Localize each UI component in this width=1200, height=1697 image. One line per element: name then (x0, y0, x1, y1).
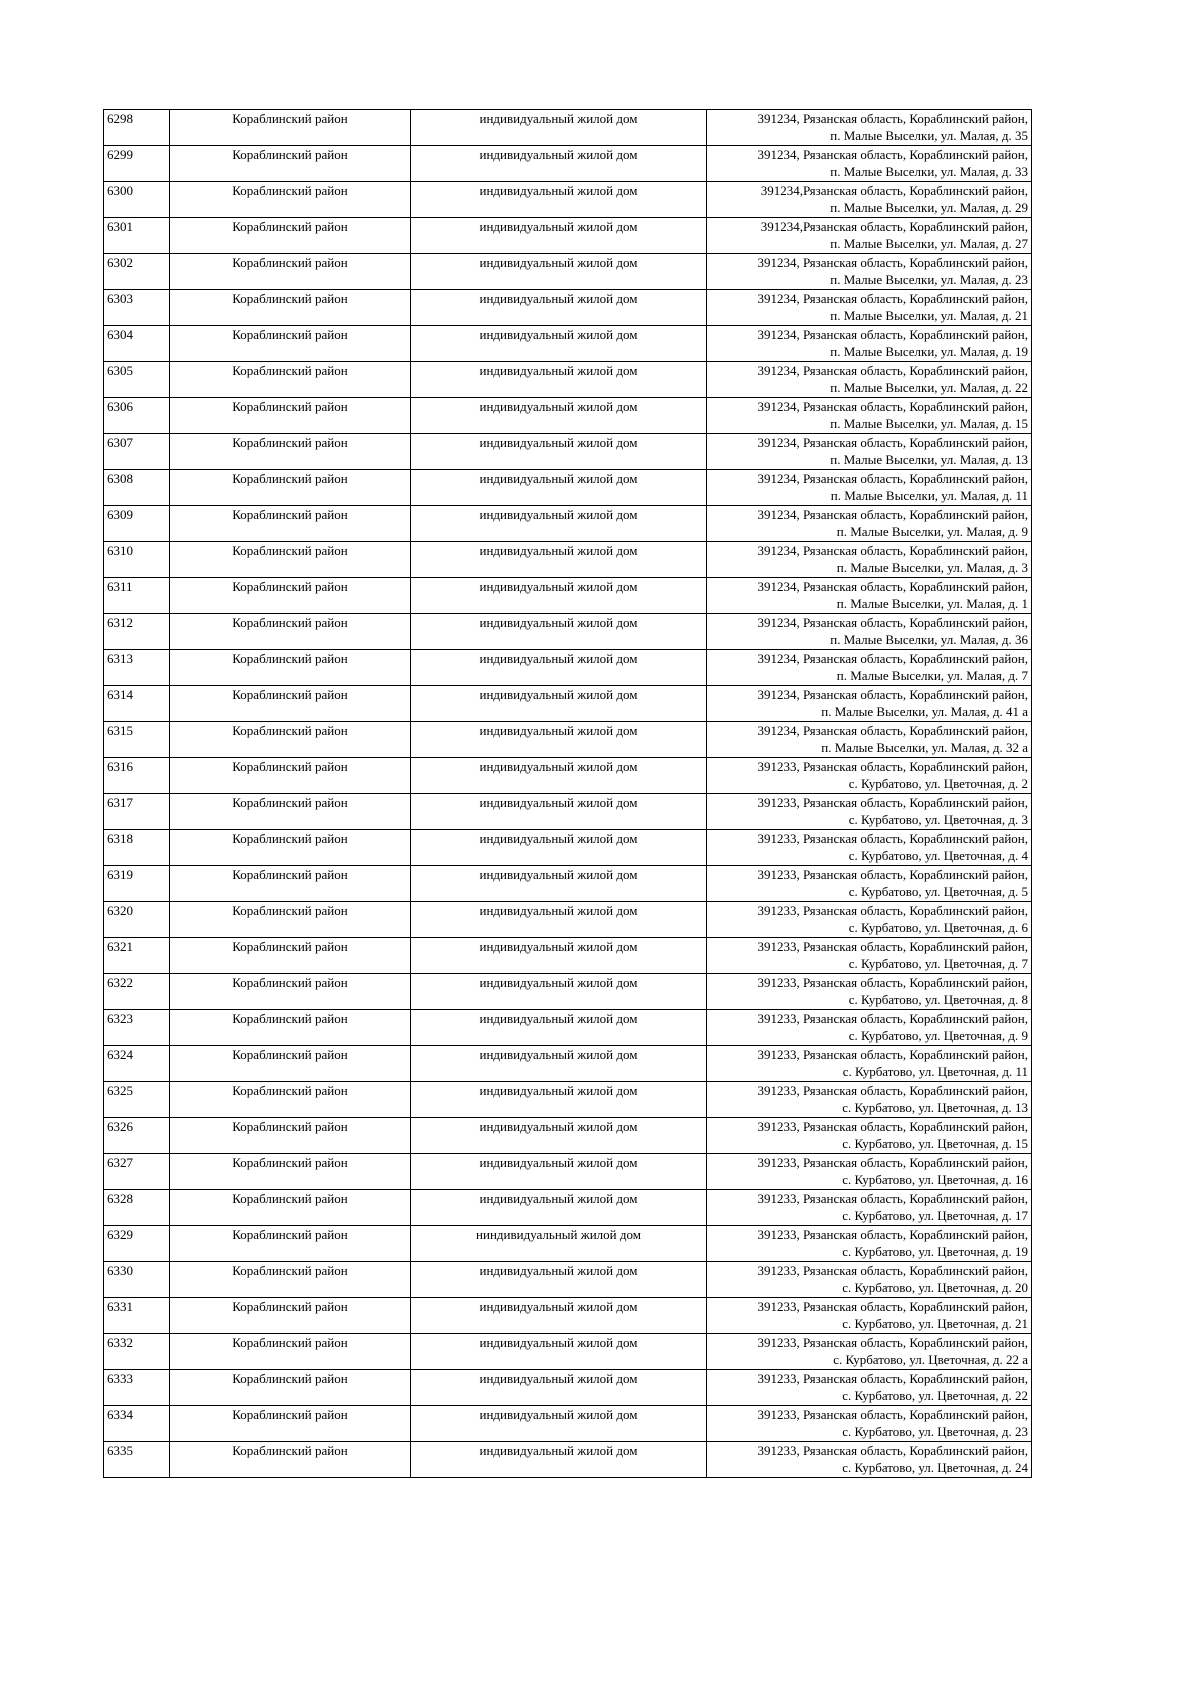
object-type-cell: индивидуальный жилой дом (411, 1442, 707, 1478)
address-line-1: 391234, Рязанская область, Кораблинский район, (757, 471, 1028, 486)
address-line-1: 391234, Рязанская область, Кораблинский район, (757, 543, 1028, 558)
row-number: 6308 (104, 470, 170, 506)
table-row (104, 1082, 1032, 1118)
row-number: 6322 (104, 974, 170, 1010)
district-cell: Кораблинский район (170, 1298, 411, 1334)
address-cell (707, 290, 1032, 326)
district-cell: Кораблинский район (170, 1046, 411, 1082)
district-cell: Кораблинский район (170, 1082, 411, 1118)
table-row (104, 830, 1032, 866)
table-row (104, 1190, 1032, 1226)
address-line-2: п. Малые Выселки, ул. Малая, д. 27 (830, 236, 1028, 251)
address-line-1: 391233, Рязанская область, Кораблинский район, (757, 867, 1028, 882)
district-cell: Кораблинский район (170, 1010, 411, 1046)
address-line-2: с. Курбатово, ул. Цветочная, д. 19 (842, 1244, 1028, 1259)
address-line-1: 391234,Рязанская область, Кораблинский район, (760, 219, 1028, 234)
district-cell: Кораблинский район (170, 722, 411, 758)
address-line-2: п. Малые Выселки, ул. Малая, д. 7 (836, 668, 1028, 683)
address-line-1: 391233, Рязанская область, Кораблинский район, (757, 1335, 1028, 1350)
address-line-1: 391233, Рязанская область, Кораблинский район, (757, 975, 1028, 990)
address-line-1: 391233, Рязанская область, Кораблинский район, (757, 1443, 1028, 1458)
address-line-1: 391233, Рязанская область, Кораблинский район, (757, 1155, 1028, 1170)
address-line-2: п. Малые Выселки, ул. Малая, д. 21 (830, 308, 1028, 323)
address-cell (707, 650, 1032, 686)
district-cell: Кораблинский район (170, 1370, 411, 1406)
address-line-2: п. Малые Выселки, ул. Малая, д. 13 (830, 452, 1028, 467)
table-row (104, 686, 1032, 722)
district-cell: Кораблинский район (170, 686, 411, 722)
address-cell (707, 902, 1032, 938)
address-cell (707, 398, 1032, 434)
district-cell: Кораблинский район (170, 1334, 411, 1370)
table-row (104, 722, 1032, 758)
district-cell: Кораблинский район (170, 182, 411, 218)
address-line-2: п. Малые Выселки, ул. Малая, д. 15 (830, 416, 1028, 431)
address-line-2: с. Курбатово, ул. Цветочная, д. 7 (848, 956, 1028, 971)
address-line-2: с. Курбатово, ул. Цветочная, д. 4 (848, 848, 1028, 863)
address-line-2: п. Малые Выселки, ул. Малая, д. 19 (830, 344, 1028, 359)
district-cell: Кораблинский район (170, 1406, 411, 1442)
table-row (104, 1370, 1032, 1406)
row-number: 6324 (104, 1046, 170, 1082)
address-cell (707, 506, 1032, 542)
address-cell (707, 758, 1032, 794)
address-cell (707, 182, 1032, 218)
table-row (104, 1298, 1032, 1334)
address-line-2: с. Курбатово, ул. Цветочная, д. 22 (842, 1388, 1028, 1403)
table-row (104, 866, 1032, 902)
district-cell: Кораблинский район (170, 1154, 411, 1190)
row-number: 6317 (104, 794, 170, 830)
address-line-2: с. Курбатово, ул. Цветочная, д. 16 (842, 1172, 1028, 1187)
object-type-cell: индивидуальный жилой дом (411, 290, 707, 326)
row-number: 6313 (104, 650, 170, 686)
object-type-cell: индивидуальный жилой дом (411, 1190, 707, 1226)
address-line-1: 391234, Рязанская область, Кораблинский район, (757, 579, 1028, 594)
object-type-cell: индивидуальный жилой дом (411, 1262, 707, 1298)
table-row (104, 614, 1032, 650)
object-type-cell: индивидуальный жилой дом (411, 542, 707, 578)
district-cell: Кораблинский район (170, 830, 411, 866)
table-row (104, 326, 1032, 362)
address-cell (707, 1082, 1032, 1118)
table-row (104, 938, 1032, 974)
address-cell (707, 1010, 1032, 1046)
address-line-1: 391234, Рязанская область, Кораблинский район, (757, 507, 1028, 522)
table-row (104, 254, 1032, 290)
district-cell: Кораблинский район (170, 866, 411, 902)
object-type-cell: индивидуальный жилой дом (411, 1010, 707, 1046)
object-type-cell: индивидуальный жилой дом (411, 758, 707, 794)
address-line-1: 391233, Рязанская область, Кораблинский район, (757, 939, 1028, 954)
object-type-cell: индивидуальный жилой дом (411, 362, 707, 398)
address-cell (707, 578, 1032, 614)
address-cell (707, 110, 1032, 146)
object-type-cell: индивидуальный жилой дом (411, 1334, 707, 1370)
object-type-cell: индивидуальный жилой дом (411, 794, 707, 830)
table-row (104, 1046, 1032, 1082)
row-number: 6328 (104, 1190, 170, 1226)
address-line-2: с. Курбатово, ул. Цветочная, д. 8 (848, 992, 1028, 1007)
address-line-2: с. Курбатово, ул. Цветочная, д. 11 (842, 1064, 1028, 1079)
district-cell: Кораблинский район (170, 110, 411, 146)
district-cell: Кораблинский район (170, 470, 411, 506)
address-line-1: 391233, Рязанская область, Кораблинский район, (757, 1263, 1028, 1278)
table-row (104, 218, 1032, 254)
address-cell (707, 1154, 1032, 1190)
address-line-2: с. Курбатово, ул. Цветочная, д. 13 (842, 1100, 1028, 1115)
row-number: 6314 (104, 686, 170, 722)
table-row (104, 650, 1032, 686)
row-number: 6300 (104, 182, 170, 218)
address-line-2: п. Малые Выселки, ул. Малая, д. 29 (830, 200, 1028, 215)
address-line-2: п. Малые Выселки, ул. Малая, д. 32 а (821, 740, 1028, 755)
table-row (104, 1334, 1032, 1370)
address-line-1: 391234, Рязанская область, Кораблинский район, (757, 399, 1028, 414)
address-line-2: п. Малые Выселки, ул. Малая, д. 41 а (821, 704, 1028, 719)
table-row (104, 110, 1032, 146)
row-number: 6327 (104, 1154, 170, 1190)
address-line-1: 391234, Рязанская область, Кораблинский район, (757, 147, 1028, 162)
row-number: 6316 (104, 758, 170, 794)
row-number: 6321 (104, 938, 170, 974)
address-line-1: 391233, Рязанская область, Кораблинский район, (757, 903, 1028, 918)
object-type-cell: индивидуальный жилой дом (411, 506, 707, 542)
district-cell: Кораблинский район (170, 362, 411, 398)
address-cell (707, 1190, 1032, 1226)
address-line-1: 391233, Рязанская область, Кораблинский район, (757, 1083, 1028, 1098)
object-type-cell: индивидуальный жилой дом (411, 1298, 707, 1334)
object-type-cell: индивидуальный жилой дом (411, 254, 707, 290)
address-line-1: 391233, Рязанская область, Кораблинский район, (757, 1227, 1028, 1242)
district-cell: Кораблинский район (170, 506, 411, 542)
housing-registry-table (103, 109, 1032, 1478)
row-number: 6304 (104, 326, 170, 362)
table-row (104, 578, 1032, 614)
row-number: 6333 (104, 1370, 170, 1406)
address-line-1: 391233, Рязанская область, Кораблинский район, (757, 831, 1028, 846)
row-number: 6335 (104, 1442, 170, 1478)
address-cell (707, 1046, 1032, 1082)
table-row (104, 398, 1032, 434)
address-cell (707, 686, 1032, 722)
address-line-1: 391234, Рязанская область, Кораблинский район, (757, 615, 1028, 630)
address-line-2: с. Курбатово, ул. Цветочная, д. 9 (848, 1028, 1028, 1043)
object-type-cell: индивидуальный жилой дом (411, 938, 707, 974)
district-cell: Кораблинский район (170, 542, 411, 578)
row-number: 6318 (104, 830, 170, 866)
row-number: 6334 (104, 1406, 170, 1442)
row-number: 6331 (104, 1298, 170, 1334)
address-line-1: 391233, Рязанская область, Кораблинский район, (757, 1011, 1028, 1026)
address-cell (707, 938, 1032, 974)
row-number: 6330 (104, 1262, 170, 1298)
address-line-1: 391234, Рязанская область, Кораблинский район, (757, 111, 1028, 126)
address-cell (707, 722, 1032, 758)
district-cell: Кораблинский район (170, 254, 411, 290)
address-line-2: п. Малые Выселки, ул. Малая, д. 1 (836, 596, 1028, 611)
address-line-2: с. Курбатово, ул. Цветочная, д. 15 (842, 1136, 1028, 1151)
object-type-cell: индивидуальный жилой дом (411, 1406, 707, 1442)
table-body (104, 110, 1032, 1478)
object-type-cell: индивидуальный жилой дом (411, 110, 707, 146)
district-cell: Кораблинский район (170, 1442, 411, 1478)
row-number: 6323 (104, 1010, 170, 1046)
address-line-1: 391234, Рязанская область, Кораблинский район, (757, 723, 1028, 738)
address-line-2: п. Малые Выселки, ул. Малая, д. 3 (836, 560, 1028, 575)
object-type-cell: индивидуальный жилой дом (411, 398, 707, 434)
district-cell: Кораблинский район (170, 650, 411, 686)
table-row (104, 362, 1032, 398)
object-type-cell: индивидуальный жилой дом (411, 650, 707, 686)
address-line-1: 391234, Рязанская область, Кораблинский район, (757, 687, 1028, 702)
district-cell: Кораблинский район (170, 326, 411, 362)
address-line-2: с. Курбатово, ул. Цветочная, д. 24 (842, 1460, 1028, 1475)
district-cell: Кораблинский район (170, 290, 411, 326)
object-type-cell: ниндивидуальный жилой дом (411, 1226, 707, 1262)
address-line-2: п. Малые Выселки, ул. Малая, д. 23 (830, 272, 1028, 287)
address-cell (707, 1442, 1032, 1478)
row-number: 6298 (104, 110, 170, 146)
district-cell: Кораблинский район (170, 578, 411, 614)
object-type-cell: индивидуальный жилой дом (411, 974, 707, 1010)
row-number: 6310 (104, 542, 170, 578)
address-line-2: п. Малые Выселки, ул. Малая, д. 9 (836, 524, 1028, 539)
row-number: 6329 (104, 1226, 170, 1262)
object-type-cell: индивидуальный жилой дом (411, 1154, 707, 1190)
object-type-cell: индивидуальный жилой дом (411, 722, 707, 758)
address-cell (707, 470, 1032, 506)
object-type-cell: индивидуальный жилой дом (411, 182, 707, 218)
district-cell: Кораблинский район (170, 1190, 411, 1226)
address-line-1: 391234,Рязанская область, Кораблинский район, (760, 183, 1028, 198)
address-line-1: 391234, Рязанская область, Кораблинский район, (757, 327, 1028, 342)
address-cell (707, 146, 1032, 182)
table-row (104, 470, 1032, 506)
address-cell (707, 1262, 1032, 1298)
address-line-1: 391233, Рязанская область, Кораблинский район, (757, 1299, 1028, 1314)
address-line-2: п. Малые Выселки, ул. Малая, д. 11 (830, 488, 1028, 503)
district-cell: Кораблинский район (170, 938, 411, 974)
row-number: 6302 (104, 254, 170, 290)
address-line-2: с. Курбатово, ул. Цветочная, д. 17 (842, 1208, 1028, 1223)
table-row (104, 290, 1032, 326)
address-cell (707, 1370, 1032, 1406)
address-line-1: 391234, Рязанская область, Кораблинский район, (757, 651, 1028, 666)
address-line-2: п. Малые Выселки, ул. Малая, д. 22 (830, 380, 1028, 395)
address-line-2: с. Курбатово, ул. Цветочная, д. 5 (848, 884, 1028, 899)
row-number: 6325 (104, 1082, 170, 1118)
table-row (104, 974, 1032, 1010)
address-cell (707, 434, 1032, 470)
object-type-cell: индивидуальный жилой дом (411, 434, 707, 470)
address-line-2: с. Курбатово, ул. Цветочная, д. 23 (842, 1424, 1028, 1439)
address-line-2: п. Малые Выселки, ул. Малая, д. 36 (830, 632, 1028, 647)
address-cell (707, 362, 1032, 398)
address-line-1: 391233, Рязанская область, Кораблинский район, (757, 1407, 1028, 1422)
address-line-2: с. Курбатово, ул. Цветочная, д. 3 (848, 812, 1028, 827)
address-cell (707, 794, 1032, 830)
row-number: 6307 (104, 434, 170, 470)
address-line-1: 391234, Рязанская область, Кораблинский район, (757, 255, 1028, 270)
district-cell: Кораблинский район (170, 1262, 411, 1298)
table-row (104, 1262, 1032, 1298)
district-cell: Кораблинский район (170, 758, 411, 794)
district-cell: Кораблинский район (170, 614, 411, 650)
object-type-cell: индивидуальный жилой дом (411, 1118, 707, 1154)
address-cell (707, 1334, 1032, 1370)
district-cell: Кораблинский район (170, 218, 411, 254)
object-type-cell: индивидуальный жилой дом (411, 614, 707, 650)
district-cell: Кораблинский район (170, 434, 411, 470)
object-type-cell: индивидуальный жилой дом (411, 146, 707, 182)
address-line-1: 391233, Рязанская область, Кораблинский район, (757, 759, 1028, 774)
address-line-2: с. Курбатово, ул. Цветочная, д. 22 а (833, 1352, 1028, 1367)
table-row (104, 1154, 1032, 1190)
object-type-cell: индивидуальный жилой дом (411, 1046, 707, 1082)
object-type-cell: индивидуальный жилой дом (411, 1370, 707, 1406)
address-cell (707, 218, 1032, 254)
row-number: 6320 (104, 902, 170, 938)
row-number: 6303 (104, 290, 170, 326)
row-number: 6319 (104, 866, 170, 902)
row-number: 6309 (104, 506, 170, 542)
address-cell (707, 1118, 1032, 1154)
address-cell (707, 866, 1032, 902)
address-cell (707, 614, 1032, 650)
table-row (104, 506, 1032, 542)
address-line-2: п. Малые Выселки, ул. Малая, д. 35 (830, 128, 1028, 143)
address-line-2: п. Малые Выселки, ул. Малая, д. 33 (830, 164, 1028, 179)
row-number: 6299 (104, 146, 170, 182)
table-row (104, 434, 1032, 470)
table-row (104, 1118, 1032, 1154)
object-type-cell: индивидуальный жилой дом (411, 830, 707, 866)
table-row (104, 1010, 1032, 1046)
district-cell: Кораблинский район (170, 794, 411, 830)
address-line-1: 391233, Рязанская область, Кораблинский район, (757, 1119, 1028, 1134)
object-type-cell: индивидуальный жилой дом (411, 326, 707, 362)
address-line-1: 391234, Рязанская область, Кораблинский район, (757, 363, 1028, 378)
district-cell: Кораблинский район (170, 398, 411, 434)
address-line-1: 391234, Рязанская область, Кораблинский район, (757, 435, 1028, 450)
table-row (104, 542, 1032, 578)
object-type-cell: индивидуальный жилой дом (411, 218, 707, 254)
address-line-2: с. Курбатово, ул. Цветочная, д. 6 (848, 920, 1028, 935)
row-number: 6326 (104, 1118, 170, 1154)
row-number: 6306 (104, 398, 170, 434)
object-type-cell: индивидуальный жилой дом (411, 470, 707, 506)
address-cell (707, 326, 1032, 362)
object-type-cell: индивидуальный жилой дом (411, 902, 707, 938)
table-row (104, 1442, 1032, 1478)
address-cell (707, 542, 1032, 578)
table-row (104, 1226, 1032, 1262)
object-type-cell: индивидуальный жилой дом (411, 686, 707, 722)
row-number: 6332 (104, 1334, 170, 1370)
address-cell (707, 1226, 1032, 1262)
table-row (104, 794, 1032, 830)
address-line-2: с. Курбатово, ул. Цветочная, д. 2 (848, 776, 1028, 791)
row-number: 6305 (104, 362, 170, 398)
address-line-2: с. Курбатово, ул. Цветочная, д. 20 (842, 1280, 1028, 1295)
address-line-1: 391233, Рязанская область, Кораблинский район, (757, 1047, 1028, 1062)
row-number: 6311 (104, 578, 170, 614)
address-line-1: 391233, Рязанская область, Кораблинский район, (757, 1191, 1028, 1206)
row-number: 6301 (104, 218, 170, 254)
district-cell: Кораблинский район (170, 974, 411, 1010)
address-cell (707, 830, 1032, 866)
row-number: 6315 (104, 722, 170, 758)
table-row (104, 1406, 1032, 1442)
object-type-cell: индивидуальный жилой дом (411, 866, 707, 902)
table-row (104, 758, 1032, 794)
district-cell: Кораблинский район (170, 146, 411, 182)
district-cell: Кораблинский район (170, 1226, 411, 1262)
table-row (104, 902, 1032, 938)
address-cell (707, 974, 1032, 1010)
row-number: 6312 (104, 614, 170, 650)
address-cell (707, 254, 1032, 290)
object-type-cell: индивидуальный жилой дом (411, 1082, 707, 1118)
address-line-1: 391233, Рязанская область, Кораблинский район, (757, 1371, 1028, 1386)
table-row (104, 182, 1032, 218)
address-cell (707, 1298, 1032, 1334)
address-line-1: 391233, Рязанская область, Кораблинский район, (757, 795, 1028, 810)
address-cell (707, 1406, 1032, 1442)
district-cell: Кораблинский район (170, 1118, 411, 1154)
object-type-cell: индивидуальный жилой дом (411, 578, 707, 614)
table-row (104, 146, 1032, 182)
district-cell: Кораблинский район (170, 902, 411, 938)
address-line-1: 391234, Рязанская область, Кораблинский район, (757, 291, 1028, 306)
address-line-2: с. Курбатово, ул. Цветочная, д. 21 (842, 1316, 1028, 1331)
